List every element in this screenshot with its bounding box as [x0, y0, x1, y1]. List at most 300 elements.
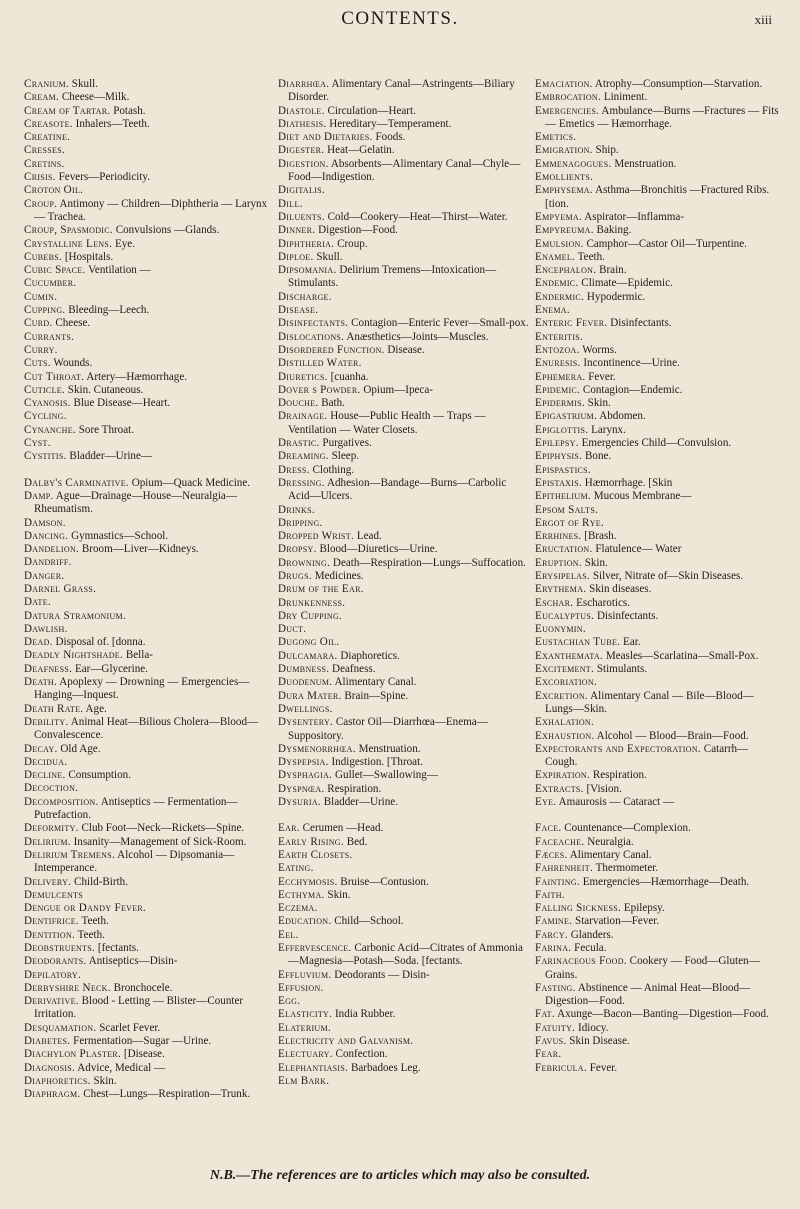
- index-term: Epilepsy.: [535, 437, 579, 450]
- index-entry: [24, 543, 276, 556]
- index-term: Fæces.: [535, 848, 568, 861]
- index-entry: [278, 929, 530, 942]
- index-term: Disordered Function.: [278, 343, 385, 356]
- index-entry: [278, 902, 530, 915]
- index-entry: [535, 1048, 780, 1061]
- index-entry: [24, 955, 276, 968]
- index-entry: [535, 224, 780, 237]
- index-term: Endermic.: [535, 290, 585, 303]
- index-term: Cream of Tartar.: [24, 104, 111, 117]
- index-term: Dreaming.: [278, 450, 329, 463]
- index-entry: [24, 796, 276, 823]
- index-references: Antiseptics—Disin-: [86, 955, 178, 968]
- index-entry: [535, 663, 780, 676]
- index-entry: [278, 650, 530, 663]
- index-term: Damson.: [24, 516, 66, 529]
- index-term: Fatuity.: [535, 1021, 576, 1034]
- index-entry: [24, 876, 276, 889]
- index-term: Dumbness.: [278, 663, 330, 676]
- index-term: Cubic Space.: [24, 264, 86, 277]
- index-entry: [535, 955, 780, 982]
- index-term: Dalby's Carminative.: [24, 476, 129, 489]
- index-entry: [535, 211, 780, 224]
- index-references: Opium—Ipeca-: [360, 383, 433, 396]
- index-references: Skin.: [584, 397, 611, 410]
- index-term: Drainage.: [278, 410, 328, 423]
- index-term: Extracts.: [535, 782, 584, 795]
- index-term: Croup.: [24, 197, 58, 210]
- index-term: Distilled Water.: [278, 357, 362, 370]
- index-entry: [278, 344, 530, 357]
- index-entry: [278, 238, 530, 251]
- index-references: Epilepsy.: [621, 902, 665, 915]
- index-references: Carbonic Acid—Citrates of Ammonia—Magnesia—Potash—Soda. [fectants.: [288, 942, 523, 968]
- index-entry: [24, 703, 276, 716]
- index-references: Medicines.: [311, 569, 364, 582]
- index-references: Eye.: [112, 237, 135, 250]
- index-entry: [24, 317, 276, 330]
- index-references: Old Age.: [57, 742, 101, 755]
- index-references: Sore Throat.: [75, 423, 135, 436]
- index-entry: [278, 251, 530, 264]
- index-entry: [278, 1048, 530, 1061]
- index-entry: [535, 730, 780, 743]
- index-references: Animal Heat—Bilious Cholera—Blood—Convalescence.: [34, 715, 259, 742]
- index-term: Dysmenorrhœa.: [278, 742, 356, 755]
- index-term: Death Rate.: [24, 702, 84, 715]
- index-term: Elm Bark.: [278, 1074, 330, 1087]
- index-term: Dry Cupping.: [278, 609, 343, 622]
- index-entry: [278, 331, 530, 344]
- index-references: Digestion—Food.: [315, 224, 398, 237]
- index-term: Delirium Tremens.: [24, 848, 116, 861]
- index-term: Education.: [278, 915, 332, 928]
- index-references: Measles—Scarlatina—Small-Pox.: [603, 649, 759, 662]
- index-term: Epispastics.: [535, 463, 591, 476]
- index-references: Croup.: [334, 237, 368, 250]
- index-references: Antiseptics — Fermentation—Putrefaction.: [34, 795, 238, 822]
- index-term: Dropsy.: [278, 543, 317, 556]
- index-references: Emergencies—Hæmorrhage—Death.: [579, 875, 750, 888]
- index-entry: [535, 796, 780, 809]
- index-references: [Disease.: [121, 1048, 165, 1061]
- index-term: Emaciation.: [535, 78, 593, 90]
- index-references: Thermometer.: [593, 862, 659, 875]
- index-entry: [535, 464, 780, 477]
- index-term: Croton Oil.: [24, 184, 84, 197]
- index-term: Ear.: [278, 822, 300, 835]
- index-term: Emollients.: [535, 171, 594, 184]
- index-entry: [24, 424, 276, 437]
- index-entry: [535, 78, 780, 91]
- index-references: Age.: [83, 702, 107, 715]
- index-term: Cresses.: [24, 144, 66, 157]
- index-references: Ear—Glycerine.: [72, 662, 148, 675]
- index-term: Diachylon Plaster.: [24, 1048, 122, 1061]
- index-entry: [278, 690, 530, 703]
- index-term: Danger.: [24, 569, 65, 582]
- index-term: Cream.: [24, 91, 60, 104]
- index-entry: [24, 530, 276, 543]
- index-entry: [535, 450, 780, 463]
- index-entry: [535, 264, 780, 277]
- index-references: Ventilation —: [85, 264, 151, 277]
- index-references: Foods.: [372, 131, 406, 144]
- index-references: Bed.: [343, 835, 368, 848]
- index-term: Dress.: [278, 463, 310, 476]
- index-entry: [24, 91, 276, 104]
- index-entry: [278, 876, 530, 889]
- index-references: Blood—Diuretics—Urine.: [316, 543, 438, 556]
- index-references: Brain.: [596, 264, 627, 277]
- index-entry: [535, 769, 780, 782]
- index-term: Eruption.: [535, 556, 582, 569]
- index-references: Atrophy—Consumption—Starvation.: [592, 78, 763, 90]
- index-entry: [535, 623, 780, 636]
- index-entry: [535, 397, 780, 410]
- index-references: House—Public Health — Traps — Ventilation — Water Closets.: [288, 410, 486, 436]
- index-references: Starvation—Fever.: [572, 915, 660, 928]
- index-references: Fever.: [586, 1061, 618, 1074]
- index-term: Creatine.: [24, 131, 71, 144]
- index-entry: [24, 610, 276, 623]
- index-entry: [278, 822, 530, 835]
- index-term: Epsom Salts.: [535, 503, 599, 516]
- index-entry: [535, 371, 780, 384]
- index-entry: [278, 597, 530, 610]
- index-entry: [24, 171, 276, 184]
- index-references: Chest—Lungs—Respiration—Trunk.: [80, 1088, 251, 1101]
- index-references: Respiration.: [590, 769, 647, 782]
- index-entry: [535, 357, 780, 370]
- index-references: Hypodermic.: [584, 290, 646, 303]
- index-entry: [535, 557, 780, 570]
- index-term: Date.: [24, 596, 51, 609]
- index-references: Fermentation—Sugar —Urine.: [70, 1035, 212, 1048]
- index-entry: [24, 902, 276, 915]
- index-entry: [535, 131, 780, 144]
- index-term: Fear.: [535, 1048, 562, 1061]
- index-entry: [24, 663, 276, 676]
- index-term: Fasting.: [535, 981, 576, 994]
- index-references: Sleep.: [328, 450, 360, 463]
- index-entry: [278, 304, 530, 317]
- index-entry: [24, 198, 276, 225]
- index-term: Encephalon.: [535, 264, 597, 277]
- index-references: Alcohol — Blood—Brain—Food.: [594, 729, 749, 742]
- index-entry: [278, 371, 530, 384]
- index-term: Farinaceous Food.: [535, 955, 627, 968]
- index-references: Disposal of. [donna.: [52, 636, 146, 649]
- index-references: Teeth.: [575, 250, 605, 263]
- index-entry: [535, 304, 780, 317]
- index-references: Absorbents—Alimentary Canal—Chyle—Food—Indigestion.: [288, 157, 521, 184]
- index-references: Disease.: [384, 343, 425, 356]
- index-entry: [24, 822, 276, 835]
- index-entry: [535, 650, 780, 663]
- index-term: Dressing.: [278, 476, 325, 489]
- index-references: Blood - Letting — Blister—Counter Irritation.: [34, 995, 244, 1021]
- index-term: Crisis.: [24, 171, 56, 184]
- index-references: Heat—Gelatin.: [324, 144, 395, 157]
- index-references: Gullet—Swallowing—: [332, 769, 438, 782]
- index-term: Epiglottis.: [535, 423, 589, 436]
- index-term: Endemic.: [535, 277, 579, 290]
- index-term: Eructation.: [535, 543, 593, 556]
- index-term: Disinfectants.: [278, 317, 349, 330]
- index-entry: [278, 357, 530, 370]
- index-entry: [278, 1062, 530, 1075]
- index-references: Cookery — Food—Gluten—Grains.: [545, 955, 760, 981]
- index-references: Inhalers—Teeth.: [72, 117, 150, 130]
- index-references: Castor Oil—Diarrhœa—Enema—Suppository.: [288, 716, 488, 742]
- index-references: Circulation—Heart.: [324, 104, 416, 117]
- index-entry: [535, 1008, 780, 1021]
- index-term: Digester.: [278, 144, 325, 157]
- index-entry: [24, 118, 276, 131]
- index-term: Drunkenness.: [278, 596, 346, 609]
- index-entry: [24, 1035, 276, 1048]
- index-term: Cut Throat.: [24, 370, 85, 383]
- index-entry: [278, 384, 530, 397]
- index-references: Bronchocele.: [110, 981, 173, 994]
- index-term: Effervescence.: [278, 942, 352, 954]
- index-term: Drowning.: [278, 556, 331, 569]
- index-entry: [24, 982, 276, 995]
- index-term: Expectorants and Expectoration.: [535, 742, 702, 755]
- index-references: Alimentary Canal.: [567, 848, 652, 861]
- index-references: Broom—Liver—Kidneys.: [79, 543, 199, 556]
- index-references: Ague—Drainage—House—Neuralgia—Rheumatism.: [34, 489, 237, 516]
- index-entry: [535, 1062, 780, 1075]
- index-entry: [535, 105, 780, 132]
- index-term: Cretins.: [24, 157, 65, 170]
- index-references: Bladder—Urine—: [66, 450, 152, 463]
- index-term: Drum of the Ear.: [278, 583, 364, 596]
- index-entry: [24, 570, 276, 583]
- index-references: Alimentary Canal—Astringents—Biliary Disorder.: [288, 78, 515, 104]
- index-entry: [535, 317, 780, 330]
- page-header: [0, 8, 800, 40]
- index-entry: [535, 783, 780, 796]
- index-entry: [278, 78, 530, 105]
- index-column-1: [24, 78, 276, 1102]
- index-references: Skin.: [581, 556, 608, 569]
- index-entry: [24, 437, 276, 450]
- index-references: Gymnastics—School.: [68, 529, 169, 542]
- index-entry: [278, 849, 530, 862]
- index-entry: [535, 158, 780, 171]
- index-term: Derivative.: [24, 995, 79, 1008]
- index-entry: [24, 915, 276, 928]
- index-term: Farcy.: [535, 928, 568, 941]
- index-references: Insanity—Management of Sick-Room.: [70, 835, 247, 848]
- index-entry: [278, 543, 530, 556]
- index-entry: [278, 105, 530, 118]
- index-term: Early Rising.: [278, 835, 344, 848]
- index-term: Dover s Powder.: [278, 383, 361, 396]
- index-term: Curd.: [24, 317, 53, 330]
- index-entry: [278, 158, 530, 185]
- index-entry: [278, 995, 530, 1008]
- index-term: Cuts.: [24, 357, 51, 370]
- index-references: Abdomen.: [597, 410, 646, 423]
- index-entry: [278, 317, 530, 330]
- index-term: Febricula.: [535, 1061, 587, 1074]
- index-references: Liniment.: [601, 91, 648, 104]
- index-entry: [24, 304, 276, 317]
- index-term: Cystitis.: [24, 450, 67, 463]
- index-references: Hæmorrhage. [Skin: [582, 476, 673, 489]
- index-entry: [24, 889, 276, 902]
- index-entry: [535, 982, 780, 1009]
- index-entry: [278, 557, 530, 570]
- index-term: Erysipelas.: [535, 569, 591, 582]
- index-term: Diathesis.: [278, 117, 327, 130]
- index-term: Dentifrice.: [24, 915, 79, 928]
- index-entry: [278, 663, 530, 676]
- index-references: Deafness.: [329, 663, 376, 676]
- index-references: Asthma—Bronchitis —Fractured Ribs. [tion.: [545, 184, 770, 210]
- index-entry: [278, 198, 530, 211]
- index-entry: [278, 397, 530, 410]
- index-references: Opium—Quack Medicine.: [128, 476, 251, 489]
- index-entry: [535, 610, 780, 623]
- index-term: Dysphagia.: [278, 769, 333, 782]
- index-entry: [24, 331, 276, 344]
- index-references: Convulsions —Glands.: [112, 224, 220, 237]
- index-term: Effluvium.: [278, 968, 332, 981]
- index-term: Emulsion.: [535, 237, 584, 250]
- index-entry: [278, 1022, 530, 1035]
- index-term: Dura Mater.: [278, 689, 342, 702]
- index-entry: [535, 836, 780, 849]
- index-term: Face.: [535, 822, 562, 835]
- index-term: Crystalline Lens.: [24, 237, 113, 250]
- index-entry: [24, 676, 276, 703]
- index-term: Empyreuma.: [535, 224, 594, 237]
- index-entry: [278, 1008, 530, 1021]
- index-entry: [278, 623, 530, 636]
- index-term: Curry.: [24, 343, 58, 356]
- index-term: Cyst.: [24, 437, 51, 450]
- index-entry: [535, 743, 780, 770]
- index-entry: [535, 144, 780, 157]
- footnote: N.B.—The references are to articles which may also be consulted.: [209, 1168, 591, 1183]
- index-term: Disease.: [278, 304, 319, 317]
- index-entry: [24, 1075, 276, 1088]
- index-columns: [0, 78, 800, 1163]
- index-term: Dawlish.: [24, 622, 68, 635]
- index-entry: [24, 756, 276, 769]
- index-references: [Hospitals.: [62, 250, 114, 263]
- index-term: Emmenagogues.: [535, 157, 612, 170]
- index-column-3: [535, 78, 780, 1075]
- index-term: Egg.: [278, 995, 301, 1008]
- index-entry: [535, 583, 780, 596]
- index-entry: [535, 238, 780, 251]
- index-entry: [535, 251, 780, 264]
- index-term: Diagnosis.: [24, 1061, 76, 1074]
- index-term: Drastic.: [278, 437, 320, 450]
- index-entry: [278, 517, 530, 530]
- index-entry: [278, 716, 530, 743]
- index-term: Faceache.: [535, 835, 585, 848]
- index-references: Confection.: [332, 1048, 388, 1061]
- index-entry: [24, 556, 276, 569]
- index-term: Electricity and Galvanism.: [278, 1035, 414, 1048]
- index-term: Damp.: [24, 489, 54, 502]
- index-references: Advice, Medical —: [75, 1061, 166, 1074]
- index-entry: [535, 344, 780, 357]
- index-entry: [278, 570, 530, 583]
- index-entry: [24, 477, 276, 490]
- index-term: Entozoa.: [535, 343, 580, 356]
- index-references: Idiocy.: [575, 1021, 609, 1034]
- index-term: Epigastrium.: [535, 410, 598, 423]
- index-term: Excretion.: [535, 689, 588, 702]
- index-entry: [24, 238, 276, 251]
- index-term: Datura Stramonium.: [24, 609, 127, 622]
- index-entry: [278, 969, 530, 982]
- index-references: Skull.: [313, 250, 343, 263]
- index-references: Fecula.: [571, 942, 607, 954]
- index-entry: [24, 224, 276, 237]
- index-term: Emigration.: [535, 144, 593, 157]
- index-references: Fevers—Periodicity.: [55, 171, 151, 184]
- index-term: Dill.: [278, 197, 303, 210]
- index-references: Antimony — Children—Diphtheria — Larynx — Trachea.: [34, 197, 268, 223]
- index-entry: [24, 743, 276, 756]
- index-entry: [535, 184, 780, 211]
- index-entry: [535, 91, 780, 104]
- index-references: Amaurosis — Cataract —: [556, 796, 675, 809]
- index-term: Epiphysis.: [535, 450, 583, 463]
- index-entry: [278, 211, 530, 224]
- index-references: Scarlet Fever.: [96, 1021, 161, 1034]
- index-references: Child-Birth.: [71, 875, 128, 888]
- index-references: Climate—Epidemic.: [578, 277, 673, 290]
- index-entry: [24, 623, 276, 636]
- index-references: Clothing.: [309, 463, 355, 476]
- index-references: Artery—Hæmorrhage.: [84, 370, 188, 383]
- index-entry: [278, 118, 530, 131]
- index-references: Wounds.: [50, 357, 93, 370]
- index-entry: [278, 224, 530, 237]
- index-entry: [278, 450, 530, 463]
- index-term: Digestion.: [278, 157, 329, 170]
- index-references: Cheese.: [52, 317, 91, 330]
- index-references: Ship.: [592, 144, 619, 157]
- index-entry: [278, 131, 530, 144]
- index-entry: [278, 636, 530, 649]
- index-term: Darnel Grass.: [24, 582, 97, 595]
- index-references: Stimulants.: [594, 663, 648, 676]
- index-entry: [24, 969, 276, 982]
- index-entry: [278, 862, 530, 875]
- index-references: Teeth.: [78, 915, 109, 928]
- index-references: Worms.: [579, 343, 617, 356]
- index-references: Alimentary Canal.: [332, 676, 417, 689]
- index-term: Desquamation.: [24, 1021, 97, 1034]
- index-term: Derbyshire Neck.: [24, 981, 111, 994]
- index-term: Enuresis.: [535, 357, 581, 370]
- index-references: Bladder—Urine.: [320, 796, 398, 809]
- index-entry: [535, 530, 780, 543]
- index-references: Bruise—Contusion.: [337, 875, 429, 888]
- index-references: Escharotics.: [573, 596, 631, 609]
- index-term: Eye.: [535, 796, 557, 809]
